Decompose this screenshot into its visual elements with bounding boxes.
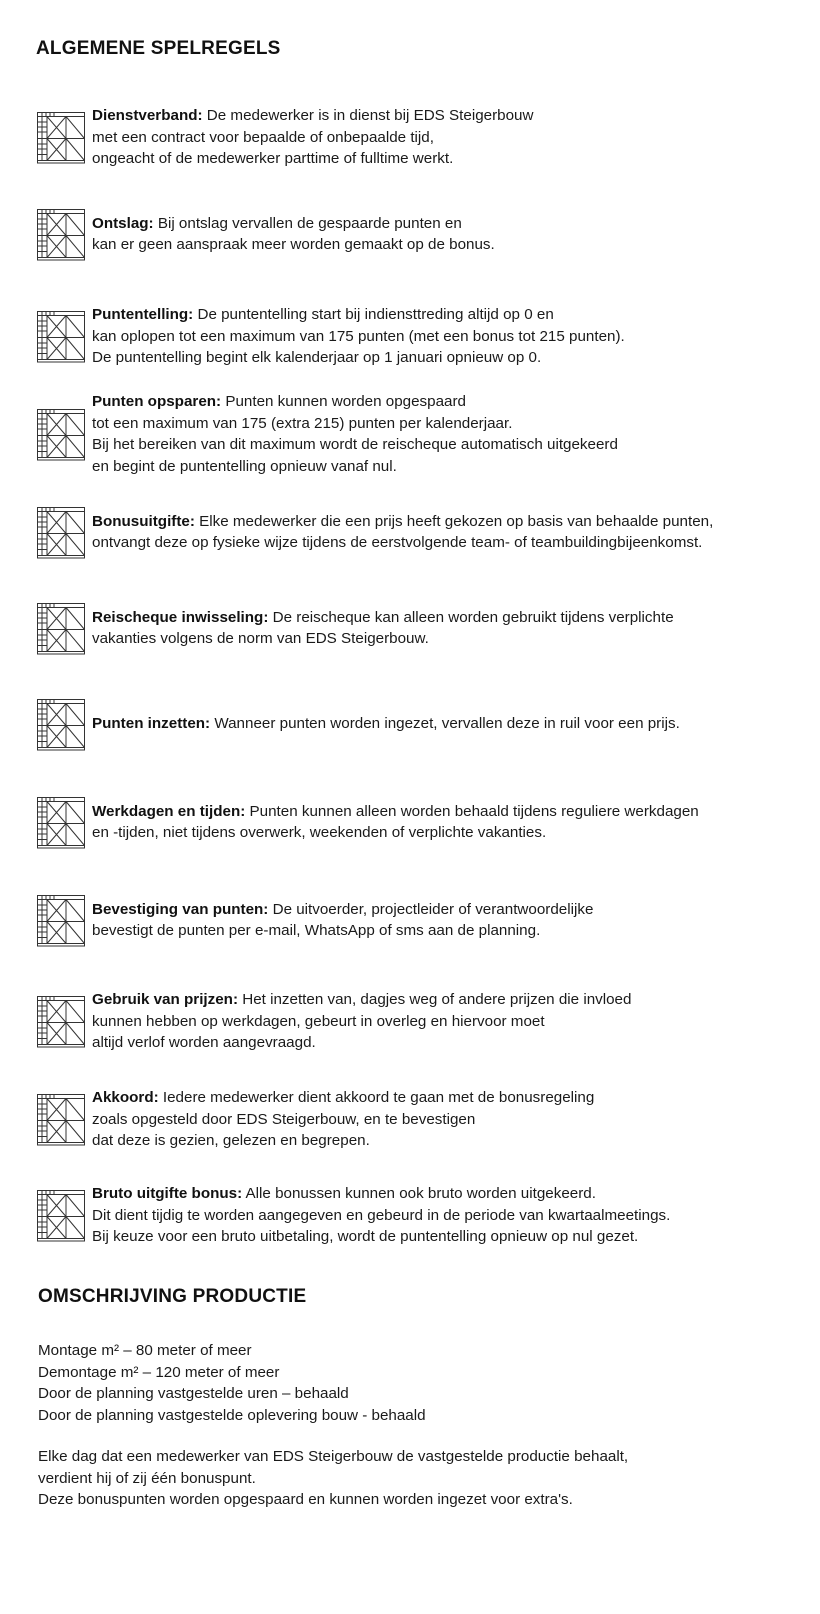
rule-line-text: Punten kunnen alleen worden behaald tijdens reguliere werkdagen: [245, 802, 699, 820]
rule-line: en -tijden, niet tijdens overwerk, weekenden of verplichte vakanties.: [92, 824, 547, 841]
rule-line-text: Het inzetten van, dagjes weg of andere prijzen die invloed: [238, 991, 632, 1008]
rule-label: Bonusuitgifte:: [92, 512, 195, 530]
rule-line-text: Elke medewerker die een prijs heeft gekozen op basis van behaalde punten,: [194, 512, 714, 530]
rule-line: dat deze is gezien, gelezen en begrepen.: [92, 1132, 370, 1149]
rule-line: altijd verlof worden aangevraagd.: [92, 1034, 316, 1051]
rule-line: [92, 989, 631, 1011]
rule-line: ongeacht of de medewerker parttime of fulltime werkt.: [92, 150, 454, 167]
scaffold-frame-icon: [36, 110, 86, 164]
production-description: [38, 1446, 628, 1511]
rule-line: kan oplopen tot een maximum van 175 punten (met een bonus tot 215 punten).: [92, 327, 625, 345]
rule-label: Punten opsparen:: [92, 393, 222, 410]
rule-item: [36, 1087, 806, 1152]
rule-line-text: De medewerker is in dienst bij EDS Steigerbouw: [202, 107, 534, 124]
rule-line: kunnen hebben op werkdagen, gebeurt in overleg en hiervoor moet: [92, 1012, 545, 1030]
rule-line: en begint de puntentelling opnieuw vanaf nul.: [92, 457, 397, 475]
rule-line: [92, 801, 699, 823]
rule-item: [36, 989, 806, 1054]
scaffold-frame-icon: [36, 309, 86, 363]
rule-line: tot een maximum van 175 (extra 215) punten per kalenderjaar.: [92, 414, 513, 432]
scaffold-frame-icon: [36, 407, 86, 461]
rule-line-text: Iedere medewerker dient akkoord te gaan met de bonusregeling: [158, 1089, 595, 1106]
rule-text: [92, 989, 631, 1054]
heading-production: OMSCHRIJVING PRODUCTIE: [38, 1286, 307, 1307]
rule-line-text: Bij ontslag vervallen de gespaarde punten en: [153, 214, 462, 232]
rule-line: kan er geen aanspraak meer worden gemaakt op de bonus.: [92, 236, 495, 253]
rule-label: Bruto uitgifte bonus:: [92, 1185, 243, 1202]
rule-text: [92, 1183, 670, 1248]
rule-line-text: Wanneer punten worden ingezet, vervallen deze in ruil voor een prijs.: [210, 715, 680, 733]
rule-line-text: De reischeque kan alleen worden gebruikt tijdens verplichte: [268, 608, 674, 626]
rule-line: [92, 304, 625, 326]
scaffold-frame-icon: [36, 505, 86, 559]
scaffold-frame-icon: [36, 994, 86, 1048]
rule-text: [92, 1087, 594, 1152]
rule-line-text: De uitvoerder, projectleider of verantwoordelijke: [268, 900, 594, 918]
rule-text: [92, 391, 618, 477]
scaffold-frame-icon: [36, 601, 86, 655]
rule-text: [92, 213, 495, 256]
rule-label: Ontslag:: [92, 214, 154, 232]
rule-line: vakanties volgens de norm van EDS Steigerbouw.: [92, 630, 429, 647]
rule-line: [92, 213, 495, 235]
rule-line: [92, 391, 618, 413]
scaffold-frame-icon: [36, 697, 86, 751]
production-item: Door de planning vastgestelde oplevering bouw - behaald: [38, 1406, 426, 1424]
rule-text: [92, 899, 593, 942]
rule-text: [92, 105, 533, 170]
rule-line: [92, 899, 593, 921]
rule-line: [92, 105, 533, 127]
rule-line-text: De puntentelling start bij indiensttreding altijd op 0 en: [193, 306, 554, 323]
rule-line-text: Alle bonussen kunnen ook bruto worden uitgekeerd.: [242, 1185, 596, 1202]
rule-label: Punten inzetten:: [92, 715, 211, 733]
rule-label: Dienstverband:: [92, 107, 203, 124]
scaffold-frame-icon: [36, 893, 86, 947]
rule-item: [36, 601, 806, 655]
scaffold-frame-icon: [36, 1092, 86, 1146]
rule-item: [36, 795, 806, 849]
rule-line: ontvangt deze op fysieke wijze tijdens de eerstvolgende team- of teambuildingbijeenkomst.: [92, 534, 703, 551]
production-item: Montage m² – 80 meter of meer: [38, 1342, 252, 1359]
rule-label: Bevestiging van punten:: [92, 900, 269, 918]
production-text-line: Deze bonuspunten worden opgespaard en kunnen worden ingezet voor extra's.: [38, 1491, 573, 1508]
rule-line: [92, 1087, 594, 1109]
heading-general-rules: ALGEMENE SPELREGELS: [36, 38, 281, 59]
rule-item: [36, 697, 806, 751]
rule-text: [92, 304, 625, 369]
rule-item: [36, 391, 806, 477]
rule-text: [92, 607, 674, 650]
production-text-line: verdient hij of zij één bonuspunt.: [38, 1469, 256, 1487]
rule-label: Akkoord:: [92, 1089, 159, 1106]
rule-line: met een contract voor bepaalde of onbepaalde tijd,: [92, 128, 434, 146]
rule-item: [36, 105, 806, 170]
production-item: Demontage m² – 120 meter of meer: [38, 1363, 280, 1381]
production-list: [38, 1340, 426, 1426]
rule-text: [92, 801, 699, 844]
rule-text: [92, 511, 713, 554]
scaffold-frame-icon: [36, 1188, 86, 1242]
rule-label: Gebruik van prijzen:: [92, 991, 239, 1008]
rule-label: Reischeque inwisseling:: [92, 608, 269, 626]
production-item: Door de planning vastgestelde uren – behaald: [38, 1385, 349, 1402]
rule-line: [92, 607, 674, 629]
rule-line: De puntentelling begint elk kalenderjaar op 1 januari opnieuw op 0.: [92, 349, 542, 366]
rule-line: Dit dient tijdig te worden aangegeven en gebeurd in de periode van kwartaalmeetings.: [92, 1206, 671, 1224]
rule-line: zoals opgesteld door EDS Steigerbouw, en te bevestigen: [92, 1110, 476, 1128]
scaffold-frame-icon: [36, 207, 86, 261]
rule-line: Bij keuze voor een bruto uitbetaling, wordt de puntentelling opnieuw op nul gezet.: [92, 1228, 639, 1245]
rule-line: [92, 1183, 670, 1205]
rule-item: [36, 505, 806, 559]
rule-item: [36, 893, 806, 947]
rule-item: [36, 304, 806, 369]
rule-line: [92, 511, 713, 533]
rule-line-text: Punten kunnen worden opgespaard: [221, 393, 466, 410]
rule-line: bevestigt de punten per e-mail, WhatsApp of sms aan de planning.: [92, 922, 541, 939]
rule-label: Werkdagen en tijden:: [92, 802, 246, 820]
rule-line: Bij het bereiken van dit maximum wordt de reischeque automatisch uitgekeerd: [92, 436, 618, 453]
rule-label: Puntentelling:: [92, 306, 194, 323]
rule-item: [36, 207, 806, 261]
production-text-line: Elke dag dat een medewerker van EDS Steigerbouw de vastgestelde productie behaalt,: [38, 1448, 629, 1465]
rule-line: [92, 713, 680, 735]
rule-item: [36, 1183, 806, 1248]
rule-text: [92, 713, 680, 735]
scaffold-frame-icon: [36, 795, 86, 849]
